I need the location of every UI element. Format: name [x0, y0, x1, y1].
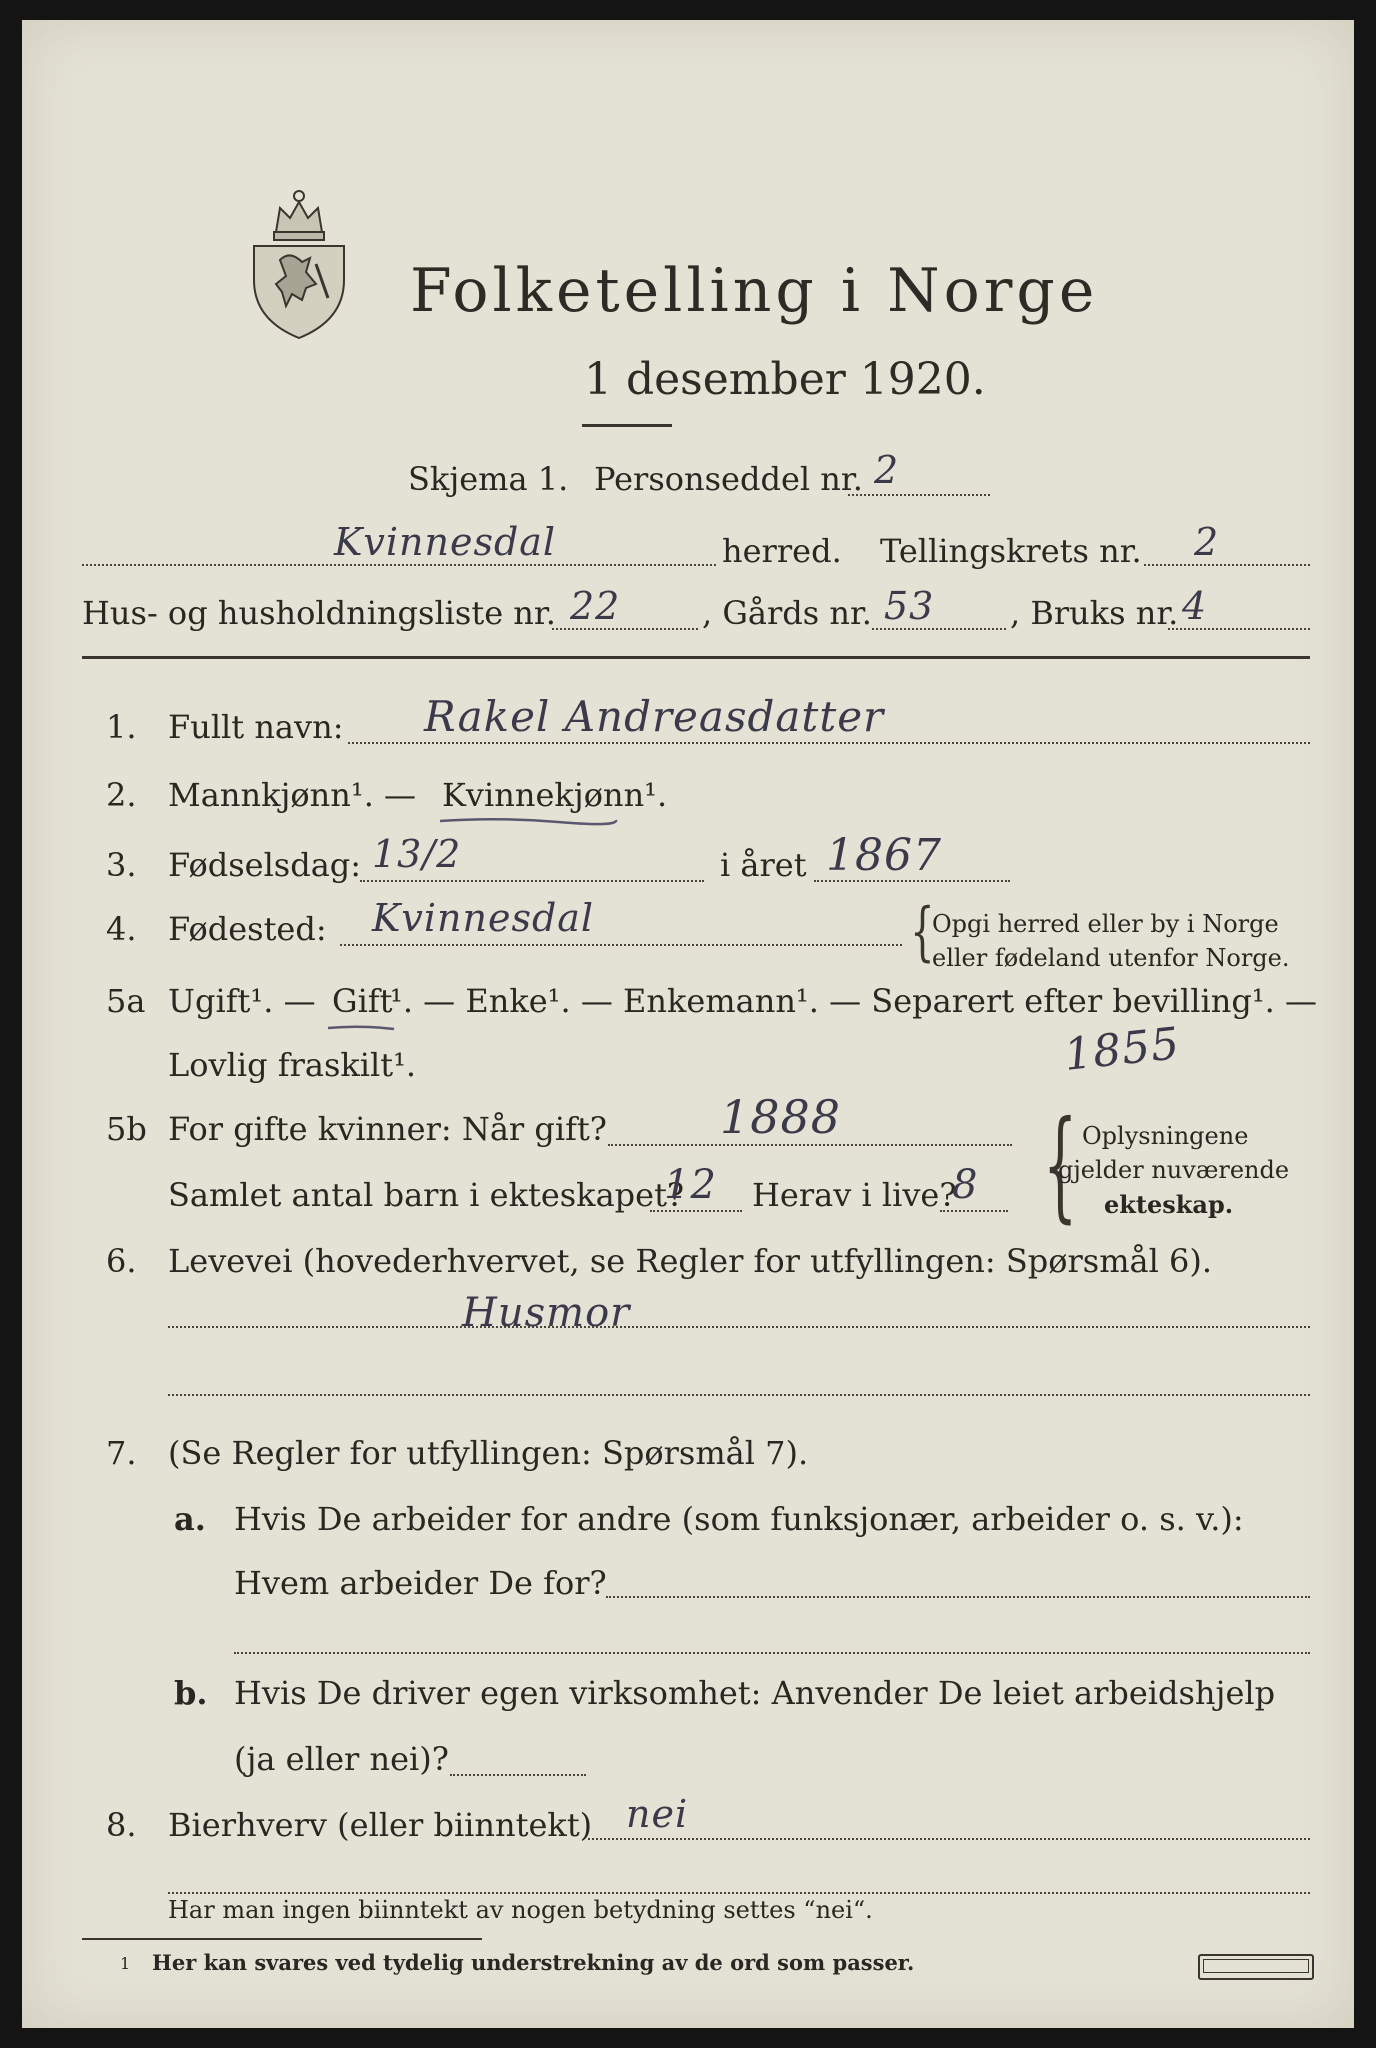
occupation-field-line-1: [168, 1326, 1310, 1328]
marriage-note-line3: ekteskap.: [1104, 1190, 1234, 1219]
children-count-value[interactable]: 12: [664, 1162, 717, 1208]
birthplace-field-line: [340, 944, 902, 946]
female-option[interactable]: Kvinnekjønn¹.: [442, 776, 668, 814]
footnote-mark: 1: [120, 1954, 131, 1973]
q1-field-line: [348, 742, 1310, 744]
gift-option[interactable]: Gift: [332, 982, 393, 1020]
tellingskrets-label: Tellingskrets nr.: [880, 532, 1142, 570]
q4-number: 4.: [106, 910, 137, 948]
occupation-field-line-2: [168, 1394, 1310, 1396]
personseddel-label: Personseddel nr.: [594, 460, 863, 498]
married-when-field-line: [608, 1144, 1012, 1146]
herred-field-line: [82, 564, 716, 566]
q7b-text: Hvis De driver egen virksomhet: Anvender De leiet arbeidshjelp: [234, 1674, 1276, 1712]
q3-number: 3.: [106, 846, 137, 884]
title-divider: [582, 424, 672, 427]
birth-year-label: i året: [720, 846, 807, 884]
birthplace-brace: {: [910, 895, 935, 969]
married-when-label: For gifte kvinner: Når gift?: [168, 1110, 607, 1148]
q7-number: 7.: [106, 1434, 137, 1472]
q1-label: Fullt navn:: [168, 708, 344, 746]
birth-year-value[interactable]: 1867: [826, 830, 942, 881]
civil-status-options[interactable]: ¹. — Enke¹. — Enkemann¹. — Separert efter bevilling¹. —: [390, 982, 1317, 1020]
census-date: 1 desember 1920.: [584, 354, 986, 405]
q7a-text: Hvis De arbeider for andre (som funksjonær, arbeider o. s. v.):: [234, 1500, 1244, 1538]
footnote-separator: [82, 1938, 482, 1940]
q6-number: 6.: [106, 1242, 137, 1280]
side-income-value[interactable]: nei: [626, 1792, 689, 1836]
female-underline-mark: [438, 812, 618, 831]
children-alive-value[interactable]: 8: [952, 1162, 979, 1208]
bruks-label: , Bruks nr.: [1010, 594, 1179, 632]
hired-help-field-line: [450, 1774, 586, 1776]
married-year-value[interactable]: 1888: [720, 1090, 842, 1144]
lovlig-fraskilt-option[interactable]: Lovlig fraskilt¹.: [168, 1046, 417, 1084]
husholdningsliste-label: Hus- og husholdningsliste nr.: [82, 594, 556, 632]
skjema-label: Skjema 1.: [408, 460, 569, 498]
marriage-note-brace: {: [1042, 1096, 1078, 1235]
gards-label: , Gårds nr.: [702, 594, 872, 632]
printer-stamp: [1198, 1954, 1314, 1980]
male-option[interactable]: Mannkjønn¹. —: [168, 776, 417, 814]
q8-number: 8.: [106, 1806, 137, 1844]
children-count-field-line: [650, 1210, 742, 1212]
bruks-value[interactable]: 4: [1182, 584, 1208, 628]
q7a-question: Hvem arbeider De for?: [234, 1564, 607, 1602]
husholdningsliste-value[interactable]: 22: [570, 584, 621, 628]
employer-field-line-2: [234, 1652, 1310, 1654]
q1-number: 1.: [106, 708, 137, 746]
gards-field-line: [872, 628, 1006, 630]
occupation-value[interactable]: Husmor: [462, 1290, 631, 1336]
side-income-label: Bierhverv (eller biinntekt): [168, 1806, 593, 1844]
q5a-number: 5a: [106, 982, 146, 1020]
marriage-note-line1: Oplysningene: [1082, 1122, 1249, 1150]
birthdate-value[interactable]: 13/2: [372, 832, 462, 876]
gards-value[interactable]: 53: [884, 584, 935, 628]
birthplace-value[interactable]: Kvinnesdal: [372, 896, 595, 940]
tellingskrets-value[interactable]: 2: [1194, 520, 1220, 564]
no-income-note: Har man ingen biinntekt av nogen betydning settes “nei“.: [168, 1896, 873, 1924]
marriage-note-line2: gjelder nuværende: [1058, 1156, 1290, 1184]
gift-underline-mark: [326, 1018, 396, 1037]
ugift-option[interactable]: Ugift¹. —: [168, 982, 316, 1020]
birthplace-note-line2: eller fødeland utenfor Norge.: [932, 944, 1290, 972]
occupation-label: Levevei (hovederhvervet, se Regler for utfyllingen: Spørsmål 6).: [168, 1242, 1213, 1280]
q7a-number: a.: [174, 1500, 206, 1538]
personseddel-value[interactable]: 2: [874, 448, 900, 492]
children-alive-field-line: [940, 1210, 1008, 1212]
norway-coat-of-arms-icon: [246, 180, 352, 340]
form-title: Folketelling i Norge: [410, 256, 1099, 326]
q4-label: Fødested:: [168, 910, 327, 948]
header-separator: [82, 656, 1310, 659]
personseddel-field-line: [848, 494, 990, 496]
q5b-number: 5b: [106, 1110, 147, 1148]
q2-number: 2.: [106, 776, 137, 814]
herred-value[interactable]: Kvinnesdal: [334, 520, 557, 564]
q3-label: Fødselsdag:: [168, 846, 362, 884]
q7b-number: b.: [174, 1674, 208, 1712]
side-income-field-line-2: [168, 1892, 1310, 1894]
q7-label: (Se Regler for utfyllingen: Spørsmål 7).: [168, 1434, 809, 1472]
tellingskrets-field-line: [1144, 564, 1310, 566]
footnote-text: Her kan svares ved tydelig understrekning av de ord som passer.: [152, 1950, 915, 1975]
birthplace-note-line1: Opgi herred eller by i Norge: [932, 910, 1279, 938]
full-name-value[interactable]: Rakel Andreasdatter: [424, 692, 885, 741]
children-alive-label: Herav i live?: [752, 1176, 957, 1214]
employer-field-line-1: [606, 1596, 1310, 1598]
children-count-label: Samlet antal barn i ekteskapet?: [168, 1176, 685, 1214]
marriage-annotation: 1855: [1061, 1018, 1183, 1081]
birthdate-field-line: [360, 880, 704, 882]
q7b-question: (ja eller nei)?: [234, 1740, 449, 1778]
census-form-page: [22, 20, 1354, 2028]
side-income-field-line-1: [588, 1838, 1310, 1840]
herred-label: herred.: [722, 532, 842, 570]
bruks-field-line: [1168, 628, 1310, 630]
husholdningsliste-field-line: [552, 628, 698, 630]
